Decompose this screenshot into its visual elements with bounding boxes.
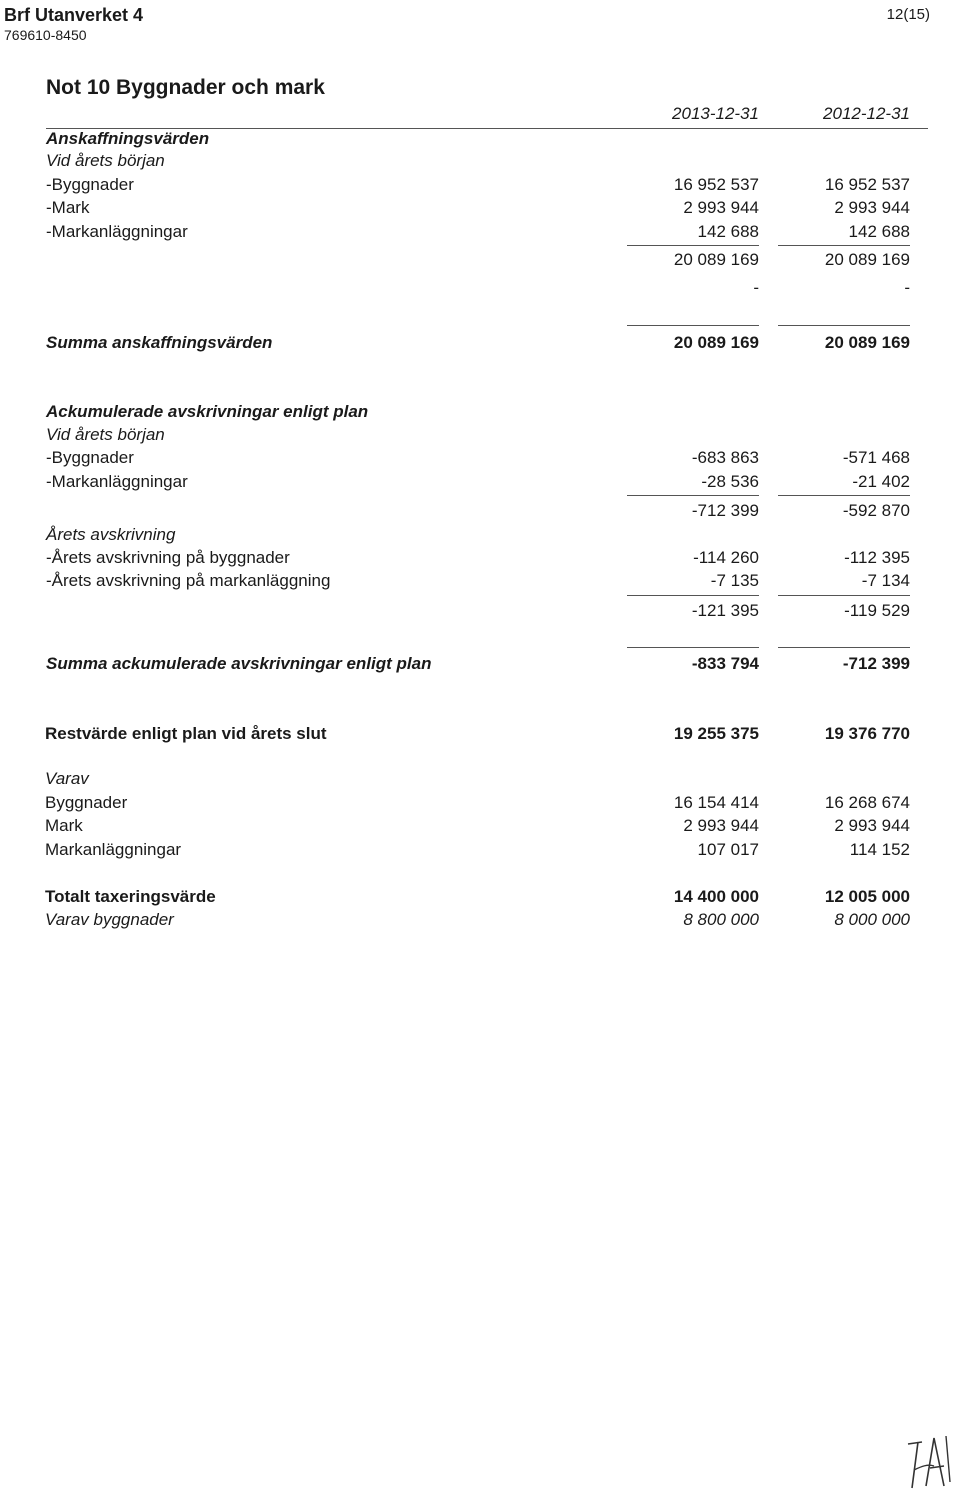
total-rule [627,647,759,648]
table-row-arets-markanlaggning: -Årets avskrivning på markanläggning -7 135 -7 134 [46,571,910,590]
table-row-varav-markanlaggningar: Markanläggningar 107 017 114 152 [45,840,910,859]
table-row-varav-mark: Mark 2 993 944 2 993 944 [45,816,910,835]
subtotal-rule [627,595,759,596]
table-row-subtotal: 20 089 169 20 089 169 [673,250,910,269]
note-title: Not 10 Byggnader och mark [46,76,325,99]
company-name: Brf Utanverket 4 [4,5,144,25]
table-row-varav-byggnader: Byggnader 16 154 414 16 268 674 [45,793,910,812]
total-rule [778,325,910,326]
subtotal-rule [627,245,759,246]
table-row-taxering-byggnader: Varav byggnader 8 800 000 8 000 000 [45,910,910,929]
table-row-byggnader: -Byggnader 16 952 537 16 952 537 [46,175,910,194]
table-row-taxeringsvarde: Totalt taxeringsvärde 14 400 000 12 005 000 [45,887,910,906]
table-row-subtotal: -121 395 -119 529 [691,601,910,620]
subheading-arets-avskrivning: Årets avskrivning [46,525,176,544]
page-number: 12(15) [886,6,930,23]
subheading-start-of-year: Vid årets början [46,151,165,170]
document-header [4,4,143,44]
total-rule [627,325,759,326]
column-header-2012: 2012-12-31 [823,104,910,123]
total-rule [778,647,910,648]
column-header-2013: 2013-12-31 [672,104,759,123]
subheading-varav: Varav [45,769,89,788]
table-row-ack-markanlaggningar: -Markanläggningar -28 536 -21 402 [46,472,910,491]
section-heading-anskaffning: Anskaffningsvärden [46,129,210,148]
table-row-markanlaggningar: -Markanläggningar 142 688 142 688 [46,222,910,241]
signature-initials [900,1430,960,1490]
subheading-start-of-year: Vid årets början [46,425,165,444]
table-row-subtotal: -712 399 -592 870 [691,501,910,520]
table-row-ack-byggnader: -Byggnader -683 863 -571 468 [46,448,910,467]
table-row-dash: - - [753,278,910,297]
org-number: 769610-8450 [4,27,87,43]
subtotal-rule [778,595,910,596]
subtotal-rule [778,495,910,496]
section-heading-ackumulerade: Ackumulerade avskrivningar enligt plan [46,402,369,421]
table-row-summa-ackumulerade: Summa ackumulerade avskrivningar enligt plan -833 794 -712 399 [46,654,910,673]
table-row-mark: -Mark 2 993 944 2 993 944 [46,198,910,217]
table-row-restvarde: Restvärde enligt plan vid årets slut 19 255 375 19 376 770 [45,724,910,743]
table-row-summa-anskaffning: Summa anskaffningsvärden 20 089 169 20 089 169 [46,333,910,352]
table-row-arets-byggnader: -Årets avskrivning på byggnader -114 260 -112 395 [46,548,910,567]
subtotal-rule [627,495,759,496]
subtotal-rule [778,245,910,246]
